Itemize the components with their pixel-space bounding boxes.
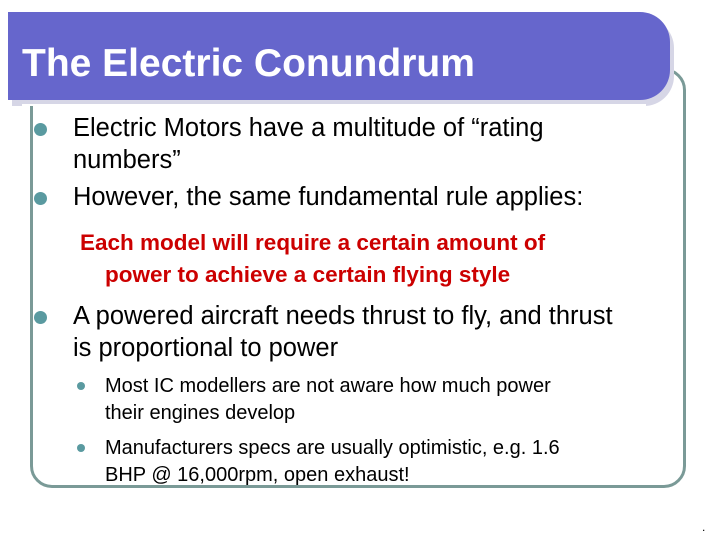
bullet-dot-icon bbox=[34, 123, 47, 136]
sub-bullet-dot-icon bbox=[77, 444, 85, 452]
sub-bullet-line: Manufacturers specs are usually optimistic, e.g. 1.6 bbox=[105, 437, 560, 459]
emphasis-line-1: Each model will require a certain amount of bbox=[80, 230, 546, 255]
bullet-fundamental-rule bbox=[73, 181, 583, 213]
slide-title: The Electric Conundrum bbox=[22, 42, 475, 85]
corner-mark: . bbox=[702, 520, 706, 534]
bullet-line: A powered aircraft needs thrust to fly, and thrust bbox=[73, 302, 613, 330]
bullet-electric-motors bbox=[73, 112, 544, 176]
bullet-dot-icon bbox=[34, 192, 47, 205]
bullet-line: However, the same fundamental rule applies: bbox=[73, 183, 584, 211]
sub-bullet-line: BHP @ 16,000rpm, open exhaust! bbox=[105, 464, 410, 486]
bullet-line: is proportional to power bbox=[73, 334, 339, 362]
bullet-thrust bbox=[73, 300, 613, 364]
bullet-line: numbers” bbox=[73, 146, 181, 174]
sub-bullet-ic-modellers bbox=[105, 373, 551, 427]
sub-bullet-line: their engines develop bbox=[105, 402, 296, 424]
sub-bullet-manufacturer-specs bbox=[105, 435, 560, 489]
sub-bullet-dot-icon bbox=[77, 382, 85, 390]
sub-bullet-line: Most IC modellers are not aware how much power bbox=[105, 375, 551, 397]
bullet-line: Electric Motors have a multitude of “rating bbox=[73, 114, 544, 142]
bullet-dot-icon bbox=[34, 311, 47, 324]
emphasis-line-2: power to achieve a certain flying style bbox=[105, 262, 511, 287]
